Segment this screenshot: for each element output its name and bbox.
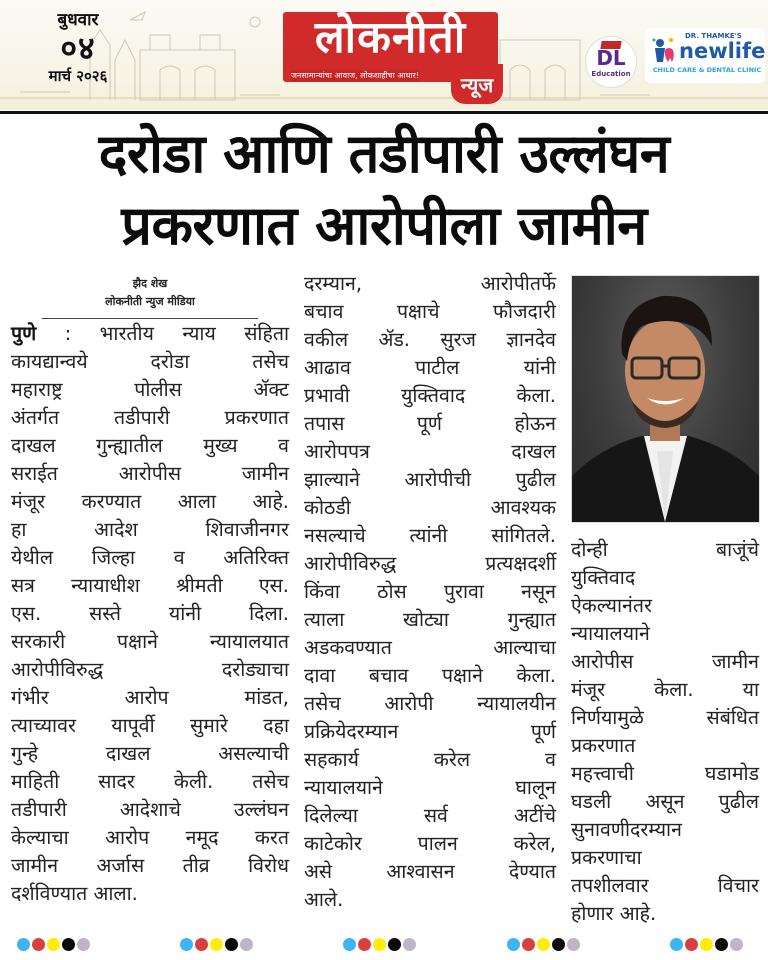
column-line: एस. सस्ते यांनी दिला. [11,602,289,625]
column-line: बचाव पक्षाचे फौजदारी [304,300,556,323]
column-line: आढाव पाटील यांनी [304,356,556,379]
column-line: तपास पूर्ण होऊन [304,412,556,435]
color-dot-group [180,938,253,952]
column-line: त्याच्यावर यापूर्वी सुमारे दहा [11,714,289,737]
column-line: तडीपारी आदेशाचे उल्लंघन [11,798,289,821]
lokniti-news-logo[interactable] [283,12,498,97]
column-line: काटेकोर पालन करेल, [304,832,556,855]
column-line: कोठडी आवश्यक [304,496,556,519]
color-dot [537,938,550,951]
column-line: अडकवण्यात आल्याचा [304,636,556,659]
dl-letters: DL [596,46,626,70]
headline-line-2: प्रकरणात आरोपीला जामीन [121,194,647,257]
dateline: पुणे [11,322,37,345]
column-line: न्यायालयाने घालून [304,776,556,799]
column-line: तपशीलवार विचार [571,874,759,897]
issue-date [38,10,118,86]
column-line: ऐकल्यानंतर [571,594,652,617]
header-divider [0,111,768,114]
child-tooth-icon [651,36,677,64]
color-dot [522,938,535,951]
column-line: माहिती सादर केली. तसेच [11,770,289,793]
color-dot [195,938,208,951]
dl-name: Education [591,70,631,78]
column-line: प्रकरणाचा [571,846,642,869]
column-line: गुन्हे दाखल असल्याची [11,742,289,765]
column-line: होणार आहे. [571,902,657,925]
dl-education-logo[interactable] [585,36,637,88]
color-dot [62,938,75,951]
masthead [0,0,768,110]
column-line: किंवा ठोस पुरावा नसून [304,580,556,603]
column-line: दर्शविण्यात आला. [11,882,138,905]
column-line: हा आदेश शिवाजीनगर [11,518,289,541]
color-dot-group [507,938,580,952]
newlife-prefix: DR. THAMKE'S [685,32,742,40]
newlife-name [679,39,765,63]
column-line: दिलेल्या सर्व अटींचे [304,804,556,827]
color-dot [373,938,386,951]
column-line: महत्त्वाची घडामोड [571,762,759,785]
article-headline [0,118,768,262]
color-dot [715,938,728,951]
color-dot [685,938,698,951]
byline-organization: लोकनीती न्युज मीडिया [105,295,195,308]
column-line: सराईत आरोपीस जामीन [11,462,289,485]
column-line: गंभीर आरोप मांडत, [11,686,289,709]
color-dot [47,938,60,951]
column-line: महाराष्ट्र पोलीस ॲक्ट [11,378,289,401]
column-line: निर्णयामुळे संबंधित [571,706,759,729]
column-line: सहकार्य करेल व [304,748,556,771]
column-line: सत्र न्यायाधीश श्रीमती एस. [11,574,289,597]
column-line: मंजूर केला. या [571,678,759,701]
column-line: तसेच आरोपी न्यायालयीन [304,692,556,715]
column-line: जामीन अर्जास तीव्र विरोध [11,854,289,877]
color-dot [403,938,416,951]
headline-line-1: दरोडा आणि तडीपारी उल्लंघन [98,122,670,185]
newlife-clinic-logo[interactable] [645,28,765,83]
column-line: न्यायालयाने [571,622,650,645]
logo-tagline: जनसामान्यांचा आवाज, लोकशाहीचा आधार! [291,71,420,80]
color-dot [670,938,683,951]
color-dot [358,938,371,951]
color-dot [507,938,520,951]
column-line: सुनावणीदरम्यान [571,818,682,841]
column-text: : भारतीय न्याय संहिता [36,322,289,345]
column-line [11,320,289,348]
weekday: बुधवार [57,10,99,30]
day-number: ०४ [60,29,96,67]
column-line: घडली असून पुढील [571,790,759,813]
color-dot [77,938,90,951]
color-dot [17,938,30,951]
color-dot [730,938,743,951]
column-line: आरोपीविरुद्ध दरोड्याचा [11,658,289,681]
byline-author: झैद शेख [132,277,168,290]
byline [42,275,258,311]
column-line: अंतर्गत तडीपारी प्रकरणात [11,406,289,429]
column-line: प्रभावी युक्तिवाद केला. [304,384,556,407]
column-line: नसल्याचे त्यांनी सांगितले. [304,524,556,547]
article-column-3 [571,536,759,928]
column-line: आरोपीविरुद्ध प्रत्यक्षदर्शी [304,552,556,575]
newlife-name-part2: life [727,39,766,63]
logo-suffix: न्यूज [451,64,503,104]
color-dot [700,938,713,951]
column-line: दाखल गुन्ह्यातील मुख्य व [11,434,289,457]
column-line: कायद्यान्वये दरोडा तसेच [11,350,289,373]
portrait-illustration [572,276,759,522]
column-line: युक्तिवाद [571,566,636,589]
column-line: असे आश्वासन देण्यात [304,860,556,883]
color-dot-group [343,938,416,952]
logo-title: लोकनीती [314,12,467,63]
column-line: आरोपीस जामीन [571,650,759,673]
column-line: सरकारी पक्षाने न्यायालयात [11,630,289,653]
column-line: दरम्यान, आरोपीतर्फे [304,272,556,295]
article-column-1 [11,320,289,908]
column-line: आरोपपत्र दाखल [304,440,556,463]
column-line: त्याला खोट्या गुन्ह्यात [304,608,556,631]
column-line: झाल्याने आरोपीची पुढील [304,468,556,491]
color-dot-group [670,938,743,952]
color-dot [32,938,45,951]
month-year: मार्च २०२६ [48,67,108,85]
column-line: वकील ॲड. सुरज ज्ञानदेव [304,328,556,351]
article-column-2 [304,270,556,914]
advocate-photo [571,275,760,523]
column-line: आले. [304,888,344,911]
color-dot [225,938,238,951]
color-dot [388,938,401,951]
newlife-name-part1: new [679,39,728,63]
column-line: प्रक्रियेदरम्यान पूर्ण [304,720,556,743]
color-dot [343,938,356,951]
color-dot [567,938,580,951]
column-line: मंजूर करण्यात आला आहे. [11,490,289,513]
color-dot [210,938,223,951]
byline-divider [42,318,258,319]
column-line: प्रकरणात [571,734,636,757]
color-dot-group [17,938,90,952]
color-dot [180,938,193,951]
column-line: येथील जिल्हा व अतिरिक्त [11,546,289,569]
column-line: दावा बचाव पक्षाने केला. [304,664,556,687]
column-line: दोन्ही बाजूंचे [571,538,759,561]
column-line: केल्याचा आरोप नमूद करत [11,826,289,849]
color-dot [240,938,253,951]
newlife-subtitle: CHILD CARE & DENTAL CLINIC [652,66,762,74]
color-dot [552,938,565,951]
